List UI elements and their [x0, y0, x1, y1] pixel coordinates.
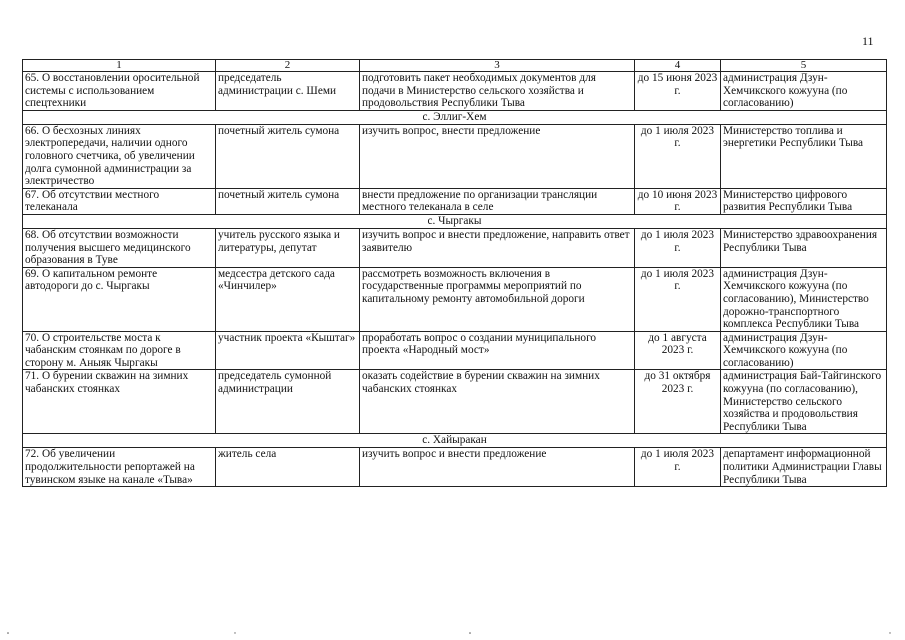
column-header: 2	[216, 60, 360, 72]
action-cell: оказать содействие в бурении скважин на зимних чабанских стоянках	[360, 370, 635, 434]
issue-cell: 65. О восстановлении оросительной системы с использованием спецтехники	[23, 72, 216, 111]
table-row	[23, 124, 887, 188]
section-row	[23, 434, 887, 448]
table-row	[23, 72, 887, 111]
column-header: 1	[23, 60, 216, 72]
issue-cell: 67. Об отсутствии местного телеканала	[23, 188, 216, 214]
page-number: 11	[862, 34, 874, 48]
section-row	[23, 214, 887, 228]
responsible-cell: администрация Дзун-Хемчикского кожууна (по согласованию), Министерство дорожно-транспортного комплекса Республики Тыва	[721, 267, 887, 331]
applicant-cell: почетный житель сумона	[216, 124, 360, 188]
table-row	[23, 267, 887, 331]
issue-cell: 71. О бурении скважин на зимних чабанских стоянках	[23, 370, 216, 434]
responsible-cell: Министерство топлива и энергетики Республики Тыва	[721, 124, 887, 188]
table-row	[23, 370, 887, 434]
decisions-table	[22, 59, 887, 487]
issue-cell: 66. О бесхозных линиях электропередачи, наличии одного головного счетчика, об увеличении долга сумонной администрации за электричество	[23, 124, 216, 188]
scan-specks	[0, 631, 905, 635]
applicant-cell: медсестра детского сада «Чинчилер»	[216, 267, 360, 331]
table-row	[23, 448, 887, 487]
column-number-row	[23, 60, 887, 72]
table-row	[23, 188, 887, 214]
action-cell: подготовить пакет необходимых документов для подачи в Министерство сельского хозяйства и продовольствия Республики Тыва	[360, 72, 635, 111]
table-row	[23, 331, 887, 370]
deadline-cell: до 1 июля 2023 г.	[635, 267, 721, 331]
section-title: с. Хайыракан	[23, 434, 887, 448]
applicant-cell: житель села	[216, 448, 360, 487]
column-header: 3	[360, 60, 635, 72]
applicant-cell: учитель русского языка и литературы, депутат	[216, 228, 360, 267]
action-cell: рассмотреть возможность включения в государственные программы мероприятий по капитальному ремонту автомобильной дороги	[360, 267, 635, 331]
section-title: с. Эллиг-Хем	[23, 110, 887, 124]
deadline-cell: до 1 июля 2023 г.	[635, 228, 721, 267]
deadline-cell: до 1 июля 2023 г.	[635, 124, 721, 188]
applicant-cell: участник проекта «Кыштаг»	[216, 331, 360, 370]
responsible-cell: Министерство цифрового развития Республики Тыва	[721, 188, 887, 214]
action-cell: изучить вопрос и внести предложение, направить ответ заявителю	[360, 228, 635, 267]
column-header: 5	[721, 60, 887, 72]
responsible-cell: департамент информационной политики Администрации Главы Республики Тыва	[721, 448, 887, 487]
deadline-cell: до 31 октября 2023 г.	[635, 370, 721, 434]
responsible-cell: администрация Дзун-Хемчикского кожууна (по согласованию)	[721, 72, 887, 111]
applicant-cell: председатель сумонной администрации	[216, 370, 360, 434]
action-cell: проработать вопрос о создании муниципального проекта «Народный мост»	[360, 331, 635, 370]
action-cell: внести предложение по организации трансляции местного телеканала в селе	[360, 188, 635, 214]
issue-cell: 68. Об отсутствии возможности получения высшего медицинского образования в Туве	[23, 228, 216, 267]
section-row	[23, 110, 887, 124]
issue-cell: 69. О капитальном ремонте автодороги до с. Чыргакы	[23, 267, 216, 331]
table-body	[23, 72, 887, 487]
responsible-cell: администрация Дзун-Хемчикского кожууна (по согласованию)	[721, 331, 887, 370]
deadline-cell: до 1 августа 2023 г.	[635, 331, 721, 370]
action-cell: изучить вопрос, внести предложение	[360, 124, 635, 188]
section-title: с. Чыргакы	[23, 214, 887, 228]
deadline-cell: до 1 июля 2023 г.	[635, 448, 721, 487]
deadline-cell: до 15 июня 2023 г.	[635, 72, 721, 111]
issue-cell: 70. О строительстве моста к чабанским стоянкам по дороге в сторону м. Аныяк Чыргакы	[23, 331, 216, 370]
action-cell: изучить вопрос и внести предложение	[360, 448, 635, 487]
issue-cell: 72. Об увеличении продолжительности репортажей на тувинском языке на канале «Тыва»	[23, 448, 216, 487]
column-header: 4	[635, 60, 721, 72]
responsible-cell: администрация Бай-Тайгинского кожууна (по согласованию), Министерство сельского хозяйства и продовольствия Республики Тыва	[721, 370, 887, 434]
applicant-cell: почетный житель сумона	[216, 188, 360, 214]
applicant-cell: председатель администрации с. Шеми	[216, 72, 360, 111]
responsible-cell: Министерство здравоохранения Республики Тыва	[721, 228, 887, 267]
table-row	[23, 228, 887, 267]
deadline-cell: до 10 июня 2023 г.	[635, 188, 721, 214]
